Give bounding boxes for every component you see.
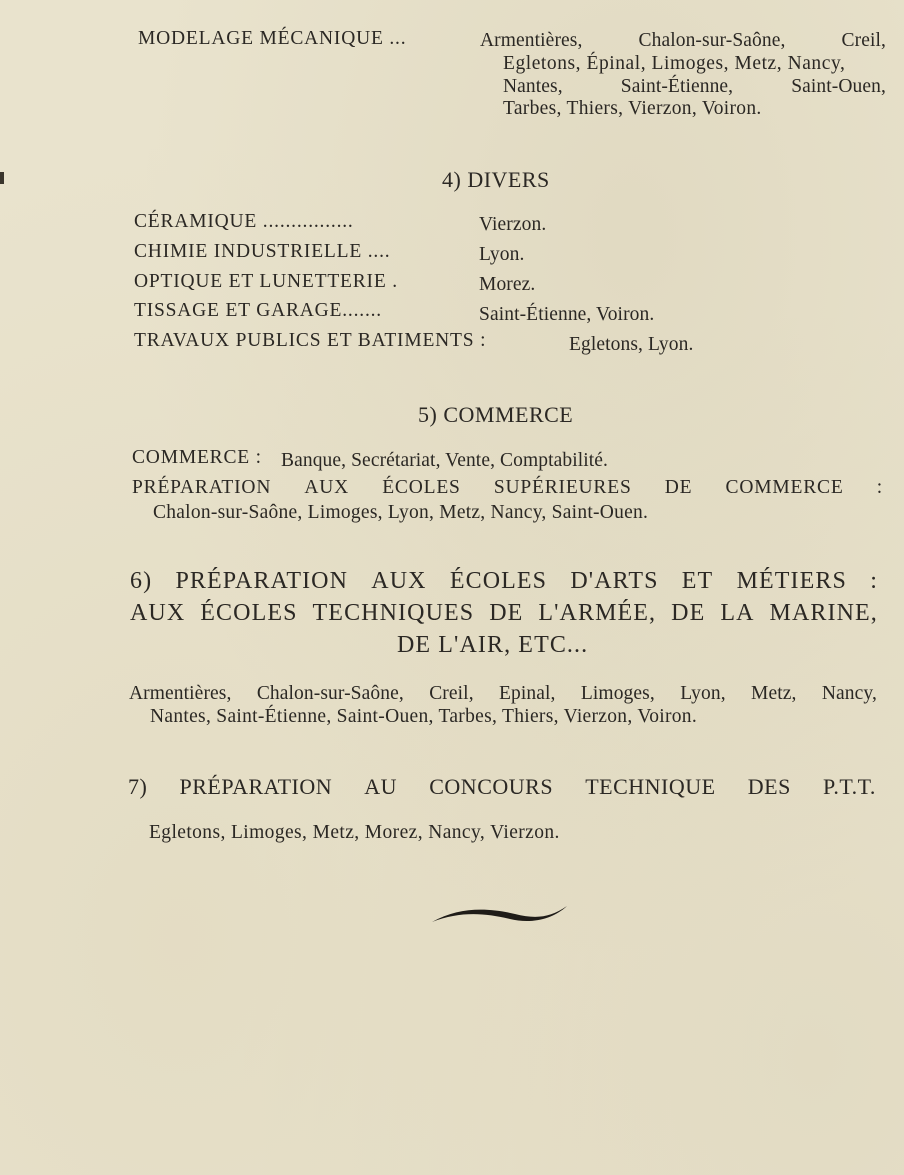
word: TECHNIQUE: [585, 774, 716, 799]
word: CONCOURS: [429, 774, 554, 799]
word: 7): [128, 774, 148, 799]
word: ÉCOLES: [200, 600, 298, 626]
word: Limoges,: [580, 683, 655, 704]
word: DE: [664, 477, 693, 498]
word: PRÉPARATION: [175, 568, 349, 594]
arts-heading-line-1: [130, 568, 878, 595]
word: DE: [489, 600, 524, 626]
commerce-heading: 5) COMMERCE: [418, 402, 574, 427]
word: DE: [671, 600, 706, 626]
modelage-line-2: Egletons, Épinal, Limoges, Metz, Nancy,: [503, 53, 846, 74]
ptt-heading: [128, 774, 876, 800]
commerce-line-1-value: Banque, Secrétariat, Vente, Comptabilité.: [281, 450, 609, 471]
word: Armentières,: [129, 683, 232, 704]
word: Chalon-sur-Saône,: [638, 30, 786, 51]
word: Creil,: [429, 683, 474, 704]
word: Creil,: [841, 30, 886, 51]
word: MÉTIERS: [736, 568, 847, 594]
word: D'ARTS: [570, 568, 659, 594]
word: Nancy,: [821, 683, 877, 704]
word: :: [876, 477, 883, 498]
commerce-line-3: Chalon-sur-Saône, Limoges, Lyon, Metz, Nancy, Saint-Ouen.: [153, 502, 649, 523]
word: Armentières,: [480, 30, 583, 51]
word: Metz,: [751, 683, 797, 704]
divers-row-value: Lyon.: [479, 244, 525, 265]
divers-row-label: CÉRAMIQUE ................: [134, 211, 354, 232]
divers-heading: 4) DIVERS: [442, 167, 550, 192]
word: AUX: [304, 477, 350, 498]
word: Nantes,: [503, 76, 563, 97]
divers-last-value: Egletons, Lyon.: [569, 334, 694, 355]
word: LA: [720, 600, 755, 626]
commerce-line-1-label: COMMERCE :: [132, 447, 262, 468]
word: 6): [130, 568, 153, 594]
modelage-line-4: Tarbes, Thiers, Vierzon, Voiron.: [503, 98, 762, 119]
modelage-line-3: [503, 76, 886, 98]
arts-heading-line-2: [130, 600, 878, 627]
word: :: [870, 568, 878, 594]
word: TECHNIQUES: [312, 600, 475, 626]
word: Chalon-sur-Saône,: [256, 683, 404, 704]
arts-heading-line-3: DE L'AIR, ETC...: [397, 632, 589, 658]
divers-row-label: TISSAGE ET GARAGE.......: [134, 300, 382, 321]
modelage-line-1: [480, 30, 886, 52]
word: AUX: [130, 600, 186, 626]
divers-row-value: Morez.: [479, 274, 536, 295]
arts-cities-line-1: [129, 683, 877, 705]
word: DES: [747, 774, 791, 799]
word: L'ARMÉE,: [538, 600, 657, 626]
word: ET: [681, 568, 714, 594]
word: COMMERCE: [725, 477, 844, 498]
word: Saint-Ouen,: [791, 76, 886, 97]
word: Epinal,: [499, 683, 556, 704]
divers-row-label: OPTIQUE ET LUNETTERIE .: [134, 271, 398, 292]
divers-row-value: Vierzon.: [479, 214, 547, 235]
page-edge-mark: [0, 172, 4, 184]
swash-ornament: [430, 900, 570, 930]
divers-row-label: CHIMIE INDUSTRIELLE ....: [134, 241, 391, 262]
divers-last-label: TRAVAUX PUBLICS ET BATIMENTS :: [134, 330, 487, 351]
word: AUX: [371, 568, 427, 594]
commerce-line-2: [132, 477, 883, 499]
modelage-label: MODELAGE MÉCANIQUE ...: [138, 28, 407, 49]
ptt-cities: Egletons, Limoges, Metz, Morez, Nancy, Vierzon.: [149, 822, 560, 843]
word: AU: [364, 774, 398, 799]
word: PRÉPARATION: [132, 477, 272, 498]
word: PRÉPARATION: [179, 774, 333, 799]
word: MARINE,: [769, 600, 878, 626]
divers-row-value: Saint-Étienne, Voiron.: [479, 304, 655, 325]
word: SUPÉRIEURES: [493, 477, 632, 498]
arts-cities-line-2: Nantes, Saint-Étienne, Saint-Ouen, Tarbes, Thiers, Vierzon, Voiron.: [150, 706, 698, 727]
word: Saint-Étienne,: [620, 76, 734, 97]
word: Lyon,: [680, 683, 726, 704]
word: ÉCOLES: [382, 477, 461, 498]
word: ÉCOLES: [449, 568, 548, 594]
word: P.T.T.: [823, 774, 876, 799]
